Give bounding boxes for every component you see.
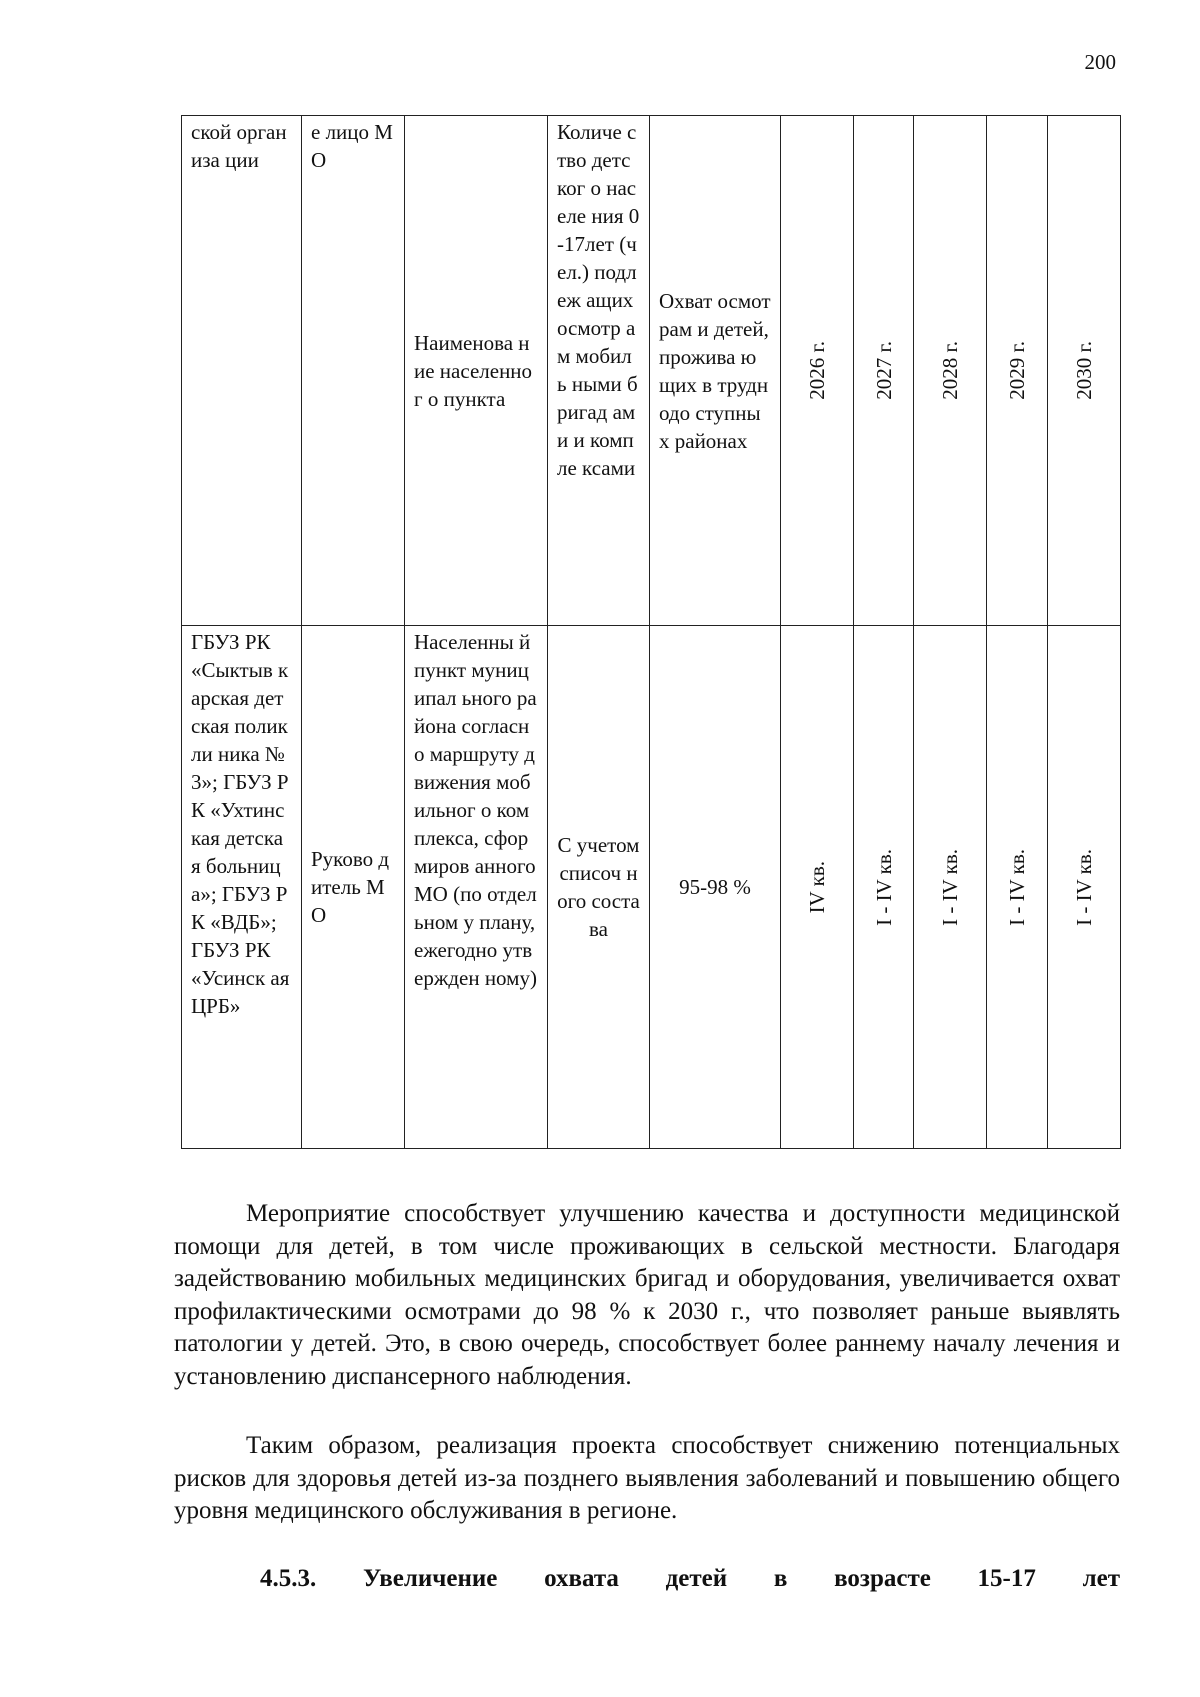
header-year-2028 — [914, 116, 987, 626]
header-organization: ской организа ции — [182, 116, 302, 626]
row-quarter-2026 — [781, 626, 854, 1149]
header-year-2030 — [1048, 116, 1121, 626]
header-locality: Наименова ние населенног о пункта — [405, 116, 548, 626]
header-population: Количе ство детског о населе ния 0-17лет (чел.) подлеж ащих осмотр ам мобиль ными бригад ами и компле ксами — [548, 116, 650, 626]
paragraph-conclusion: Таким образом, реализация проекта способствует снижению потенциальных рисков для здоровья детей из-за позднего выявления заболеваний и повышению общего уровня медицинского обслуживания в регионе. — [174, 1432, 1120, 1524]
header-year-2026-label: 2026 г. — [805, 341, 829, 400]
header-year-2027-label: 2027 г. — [871, 341, 896, 400]
row-quarter-2027-label: I - IV кв. — [871, 848, 896, 926]
header-responsible: е лицо МО — [302, 116, 405, 626]
row-organization: ГБУЗ РК «Сыктыв карская детская поликли ника № 3»; ГБУЗ РК «Ухтинс кая детская больниц а»; ГБУЗ РК «ВДБ»; ГБУЗ РК «Усинск ая ЦРБ» — [182, 626, 302, 1149]
header-year-2026 — [781, 116, 854, 626]
row-quarter-2028 — [914, 626, 987, 1149]
measures-table — [181, 115, 1121, 1149]
header-year-2030-label: 2030 г. — [1072, 341, 1096, 400]
row-quarter-2029-label: I - IV кв. — [1005, 848, 1029, 926]
row-quarter-2030-label: I - IV кв. — [1072, 848, 1096, 926]
header-year-2028-label: 2028 г. — [938, 341, 962, 400]
row-quarter-2026-label: IV кв. — [805, 860, 829, 914]
row-quarter-2027 — [854, 626, 914, 1149]
row-quarter-2029 — [987, 626, 1048, 1149]
page-number: 200 — [1084, 50, 1116, 74]
row-coverage: 95-98 % — [650, 626, 781, 1149]
header-year-2029-label: 2029 г. — [1005, 341, 1029, 400]
row-responsible: Руково дитель МО — [302, 626, 405, 1149]
section-heading: 4.5.3. Увеличение охвата детей в возрасте 15-17 лет — [260, 1565, 1120, 1592]
row-quarter-2028-label: I - IV кв. — [938, 848, 962, 926]
table-row — [182, 626, 1121, 1149]
row-locality: Населенны й пункт муниципал ьного района согласно маршруту движения мобильног о комплекса, сформиров анного МО (по отдельном у плану, ежегодно утвержден ному) — [405, 626, 548, 1149]
row-population: С учетом списоч ного состава — [548, 626, 650, 1149]
paragraph-effect: Мероприятие способствует улучшению качества и доступности медицинской помощи для детей, в том числе проживающих в сельской местности. Благодаря задействованию мобильных медицинских бригад и оборудования, увеличивается охват профилактическими осмотрами до 98 % к 2030 г., что позволяет раньше выявлять патологии у детей. Это, в свою очередь, способствует более раннему началу лечения и установлению диспансерного наблюдения. — [174, 1200, 1120, 1390]
header-year-2029 — [987, 116, 1048, 626]
table-header-row — [182, 116, 1121, 626]
row-quarter-2030 — [1048, 626, 1121, 1149]
header-year-2027 — [854, 116, 914, 626]
header-coverage: Охват осмотрам и детей, прожива ющих в труднодо ступных районах — [650, 116, 781, 626]
